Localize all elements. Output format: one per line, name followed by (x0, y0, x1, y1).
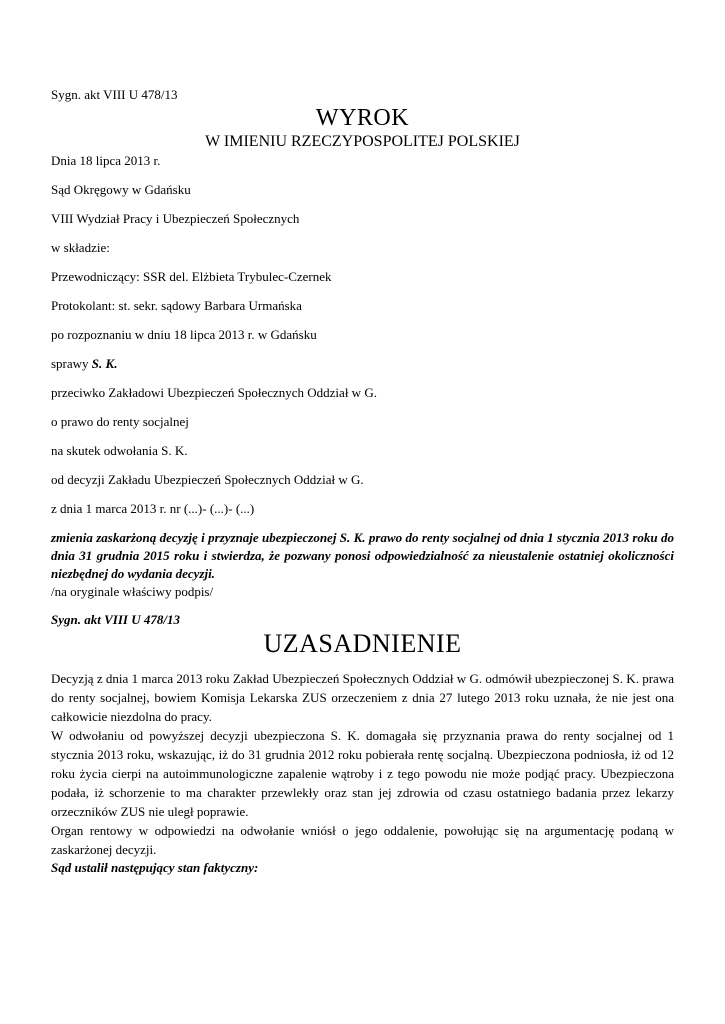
signature-note: /na oryginale właściwy podpis/ (51, 584, 214, 599)
appeal-line: na skutek odwołania S. K. (51, 443, 188, 458)
case-party-line (51, 355, 674, 384)
case-prefix: sprawy (51, 356, 92, 371)
defendant-line: przeciwko Zakładowi Ubezpieczeń Społecznych Oddział w G. (51, 385, 377, 400)
justification-case-number: Sygn. akt VIII U 478/13 (51, 612, 180, 627)
justification-title: UZASADNIENIE (263, 629, 462, 658)
justification-paragraph: Organ rentowy w odpowiedzi na odwołanie wniósł o jego oddalenie, powołując się na argumentację podaną w zaskarżonej decyzji. (51, 823, 674, 857)
case-subject: o prawo do renty socjalnej (51, 414, 189, 429)
party-name: S. K. (91, 356, 118, 371)
hearing-info: po rozpoznaniu w dniu 18 lipca 2013 r. w Gdańsku (51, 327, 317, 342)
court-name: Sąd Okręgowy w Gdańsku (51, 182, 191, 197)
case-number: Sygn. akt VIII U 478/13 (51, 87, 178, 102)
verdict-text: zmienia zaskarżoną decyzję i przyznaje ubezpieczonej S. K. prawo do renty socjalnej od dnia 1 stycznia 2013 roku do dnia 31 grudnia 2015 roku i stwierdza, że pozwany ponosi odpowiedzialność za nieustalenie ostatniej okoliczności niezbędnej do wydania decyzji. (51, 530, 674, 581)
court-clerk: Protokolant: st. sekr. sądowy Barbara Urmańska (51, 298, 302, 313)
facts-heading: Sąd ustalił następujący stan faktyczny: (51, 860, 259, 875)
judgment-document (51, 86, 674, 877)
verdict-date: Dnia 18 lipca 2013 r. (51, 153, 161, 168)
presiding-judge: Przewodniczący: SSR del. Elżbieta Trybulec-Czernek (51, 269, 332, 284)
composition-label: w składzie: (51, 240, 110, 255)
document-subtitle: W IMIENIU RZECZYPOSPOLITEJ POLSKIEJ (205, 133, 520, 150)
justification-paragraph: W odwołaniu od powyższej decyzji ubezpieczona S. K. domagała się przyznania prawa do renty socjalnej od 1 stycznia 2013 roku, wskazując, iż do 31 grudnia 2012 roku pobierała rentę socjalną. Ubezpieczona podniosła, iż od 12 roku życia cierpi na autoimmunologiczne zapalenie wątroby i z tego powodu nie może podjąć pracy. Ubezpieczona podała, iż schorzenie to ma charakter przewlekły oraz stan jej zdrowia od czasu ostatniego badania przez lekarzy orzeczników ZUS nie uległ poprawie. (51, 728, 674, 819)
document-title: WYROK (315, 105, 410, 131)
justification-paragraph: Decyzją z dnia 1 marca 2013 roku Zakład Ubezpieczeń Społecznych Oddział w G. odmówił ubezpieczonej S. K. prawa do renty socjalnej, bowiem Komisja Lekarska ZUS orzeczeniem z dnia 27 lutego 2013 roku uznała, że nie jest ona całkowicie niezdolna do pracy. (51, 671, 674, 724)
court-division: VIII Wydział Pracy i Ubezpieczeń Społecznych (51, 211, 300, 226)
decision-source: od decyzji Zakładu Ubezpieczeń Społecznych Oddział w G. (51, 472, 364, 487)
decision-date: z dnia 1 marca 2013 r. nr (...)- (...)- (...) (51, 501, 255, 516)
